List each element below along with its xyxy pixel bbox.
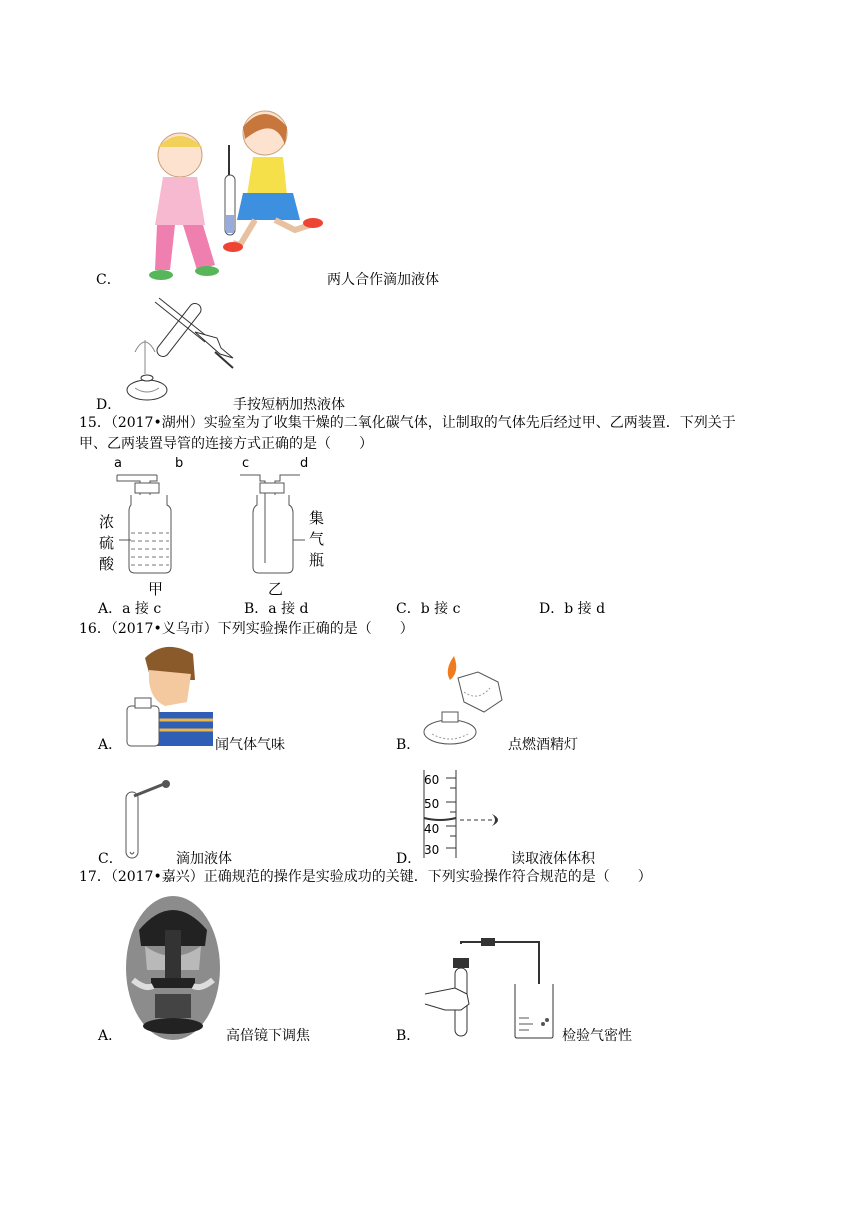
q17-stem: 17．（2017•嘉兴）正确规范的操作是实验成功的关键．下列实验操作符合规范的是（ ） xyxy=(79,869,652,885)
acid-label-2: 硫 xyxy=(99,534,115,552)
q15-option-b: B．a 接 d xyxy=(244,601,309,617)
cylinder-tick-50: 50 xyxy=(424,797,440,811)
q16-option-a-letter: A． xyxy=(98,737,123,753)
q16-option-c-caption: 滴加液体 xyxy=(176,851,232,867)
test-tube-heating-illustration xyxy=(125,292,237,404)
cylinder-tick-60: 60 xyxy=(424,773,440,787)
q15-stem-line2: 甲、乙两装置导管的连接方式正确的是（ ） xyxy=(79,436,373,452)
tube-label-a: a xyxy=(114,456,122,471)
q16-option-b-caption: 点燃酒精灯 xyxy=(508,737,578,753)
children-dropper-illustration xyxy=(125,105,325,283)
acid-label-3: 酸 xyxy=(99,555,115,573)
q15-option-c: C．b 接 c xyxy=(396,601,461,617)
q15-stem-line1: 15．（2017•湖州）实验室为了收集干燥的二氧化碳气体，让制取的气体先后经过甲、乙两装置．下列关于 xyxy=(79,415,736,431)
acid-label-1: 浓 xyxy=(99,513,115,531)
q16-option-d-caption: 读取液体体积 xyxy=(511,851,595,867)
q16-option-a-caption: 闻气体气味 xyxy=(215,737,285,753)
q14-option-c-letter: C． xyxy=(96,272,121,288)
cylinder-tick-40: 40 xyxy=(424,822,440,836)
apparatus-yi-label: 乙 xyxy=(268,580,284,598)
q14-option-c-caption: 两人合作滴加液体 xyxy=(327,272,439,288)
microscope-focusing-illustration xyxy=(125,890,221,1040)
gas-bottle-figure xyxy=(95,455,330,600)
tube-label-d: d xyxy=(300,456,309,471)
bottle-label-3: 瓶 xyxy=(309,551,325,569)
dropper-into-tube-illustration xyxy=(120,782,174,862)
q17-option-b-letter: B． xyxy=(396,1028,421,1044)
q15-option-d: D．b 接 d xyxy=(539,601,606,617)
q14-option-d-caption: 手按短柄加热液体 xyxy=(233,397,345,413)
tube-label-b: b xyxy=(175,456,184,471)
bottle-label-2: 气 xyxy=(309,530,325,548)
q17-option-a-letter: A． xyxy=(98,1028,123,1044)
q16-stem: 16．（2017•义乌市）下列实验操作正确的是（ ） xyxy=(79,621,414,637)
q15-option-a: A．a 接 c xyxy=(98,601,162,617)
lighting-alcohol-lamp-illustration xyxy=(418,652,506,748)
q14-option-d-letter: D． xyxy=(96,397,122,413)
airtightness-check-illustration xyxy=(425,938,557,1040)
q16-option-d-letter: D． xyxy=(396,851,422,867)
q16-option-b-letter: B． xyxy=(396,737,421,753)
smelling-gas-illustration xyxy=(125,640,213,748)
q17-option-b-caption: 检验气密性 xyxy=(562,1028,632,1044)
q16-option-c-letter: C． xyxy=(98,851,123,867)
cylinder-tick-30: 30 xyxy=(424,843,440,857)
q17-option-a-caption: 高倍镜下调焦 xyxy=(226,1028,310,1044)
tube-label-c: c xyxy=(242,456,250,471)
apparatus-jia-label: 甲 xyxy=(148,580,164,598)
bottle-label-1: 集 xyxy=(309,509,325,527)
